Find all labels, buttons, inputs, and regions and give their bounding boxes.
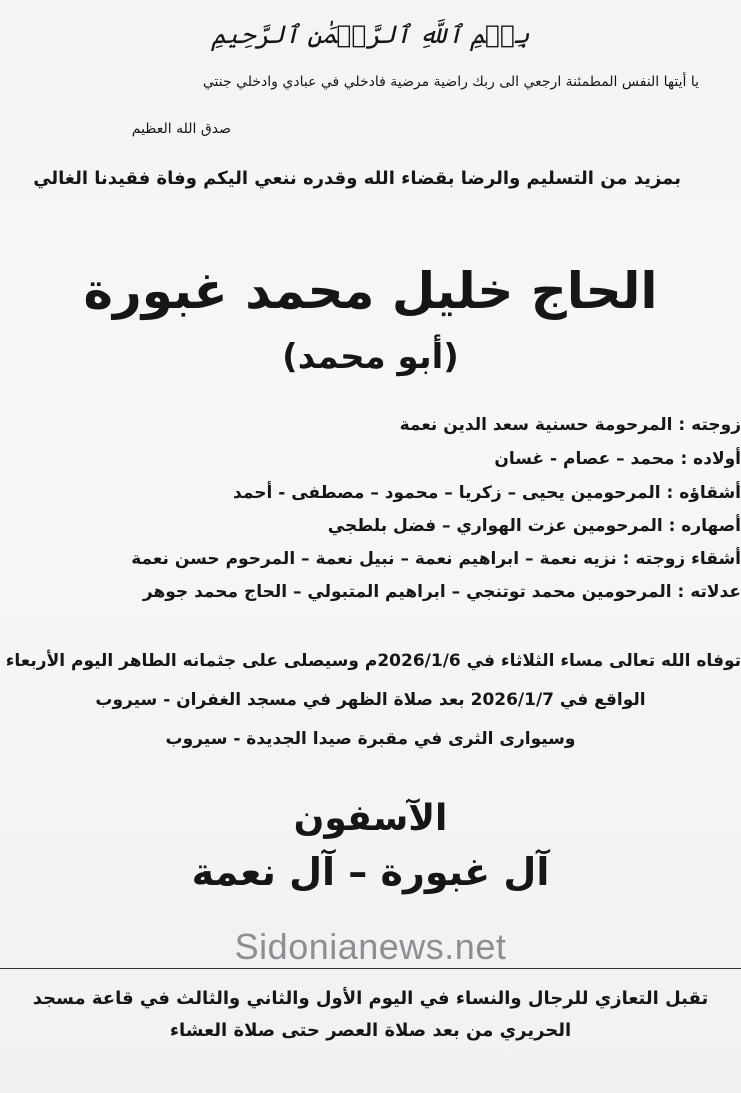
relative-brothers-in-law: عدلاته : المرحومين محمد توتنجي – ابراهيم المتبولي – الحاج محمد جوهر (142, 582, 741, 602)
condolences-line-2: الحريري من بعد صلاة العصر حتى صلاة العشاء (169, 1020, 572, 1041)
relative-wife: زوجته : المرحومة حسنية سعد الدين نعمة (399, 415, 741, 435)
quran-verse: يا أيتها النفس المطمئنة ارجعي الى ربك راضية مرضية فادخلي في عبادي وادخلي جنتي (202, 74, 699, 90)
relative-wife-siblings: أشقاء زوجته : نزيه نعمة – ابراهيم نعمة – نبيل نعمة – المرحوم حسن نعمة (131, 549, 741, 569)
intro-text: بمزيد من التسليم والرضا بقضاء الله وقدره ننعي اليكم وفاة فقيدنا الغالي (33, 168, 681, 189)
watermark: Sidonianews.net (234, 926, 507, 967)
divider (0, 968, 741, 969)
mourners-title: الآسفون (293, 798, 448, 839)
relative-children: أولاده : محمد – عصام - غسان (494, 449, 741, 469)
verse-closing: صدق الله العظيم (131, 121, 231, 137)
mourners-families: آل غبورة – آل نعمة (191, 850, 550, 894)
funeral-prayer: الواقع في 2026/1/7 بعد صلاة الظهر في مسجد الغفران - سيروب (95, 690, 646, 710)
condolences-line-1: تقبل التعازي للرجال والنساء في اليوم الأول والثاني والثالث في قاعة مسجد (32, 988, 709, 1009)
deceased-name: الحاج خليل محمد غبورة (83, 262, 658, 320)
relative-brothers: أشقاؤه : المرحومين يحيى – زكريا – محمود – مصطفى - أحمد (233, 483, 741, 503)
basmala: بِسۡمِ ٱللَّهِ ٱلرَّحۡمَٰنِ ٱلرَّحِيمِ (211, 20, 530, 49)
death-announcement: توفاه الله تعالى مساء الثلاثاء في 2026/1/6م وسيصلى على جثمانه الطاهر اليوم الأربعاء (5, 651, 741, 671)
deceased-kunya: (أبو محمد) (282, 337, 459, 377)
relative-in-laws: أصهاره : المرحومين عزت الهواري – فضل بلطجي (327, 516, 741, 536)
burial-info: وسيوارى الثرى في مقبرة صيدا الجديدة - سيروب (165, 729, 576, 749)
